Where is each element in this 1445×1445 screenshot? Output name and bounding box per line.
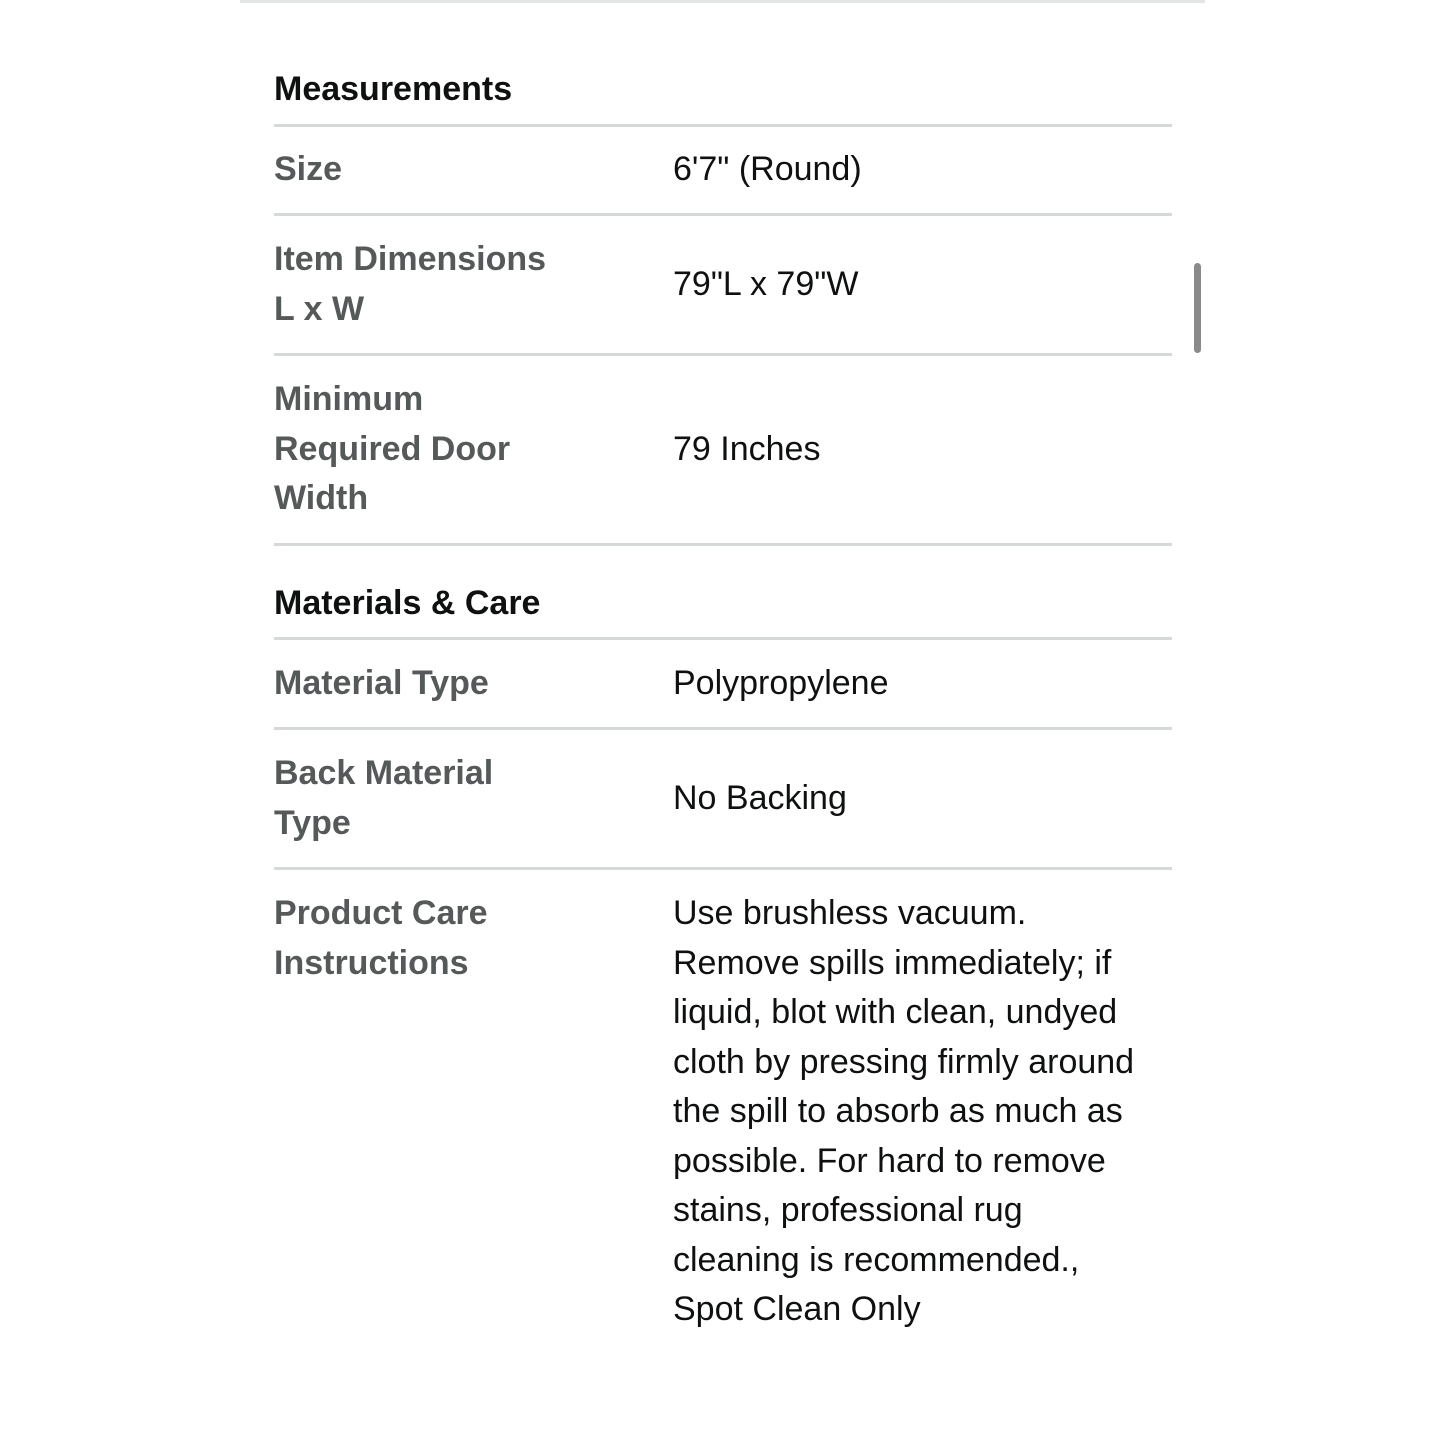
- divider: [274, 867, 1172, 870]
- measurements-heading: Measurements: [274, 70, 513, 108]
- spec-value-material-type: Polypropylene: [673, 664, 889, 702]
- spec-label-item-dimensions: Item Dimensions L x W: [274, 240, 547, 328]
- spec-label-size: Size: [274, 150, 343, 188]
- divider: [274, 727, 1172, 730]
- spec-label-care-instructions: Product Care Instructions: [274, 894, 488, 982]
- divider: [274, 213, 1172, 216]
- divider: [274, 637, 1172, 640]
- divider: [274, 543, 1172, 546]
- divider: [274, 124, 1172, 127]
- spec-label-back-material: Back Material Type: [274, 754, 494, 842]
- spec-value-door-width: 79 Inches: [673, 430, 821, 468]
- spec-label-material-type: Material Type: [274, 664, 489, 702]
- spec-value-care-instructions: Use brushless vacuum. Remove spills immediately; if liquid, blot with clean, undyed cloth by pressing firmly around the spill to absorb as much as possible. For hard to remove stains, professional rug cleaning is recommended., Spot Clean Only: [673, 894, 1135, 1328]
- divider: [274, 353, 1172, 356]
- spec-label-door-width: Minimum Required Door Width: [274, 380, 511, 517]
- top-edge-divider: [240, 0, 1205, 3]
- materials-care-heading: Materials & Care: [274, 584, 541, 622]
- spec-value-item-dimensions: 79"L x 79"W: [673, 265, 859, 303]
- spec-value-back-material: No Backing: [673, 779, 847, 817]
- scrollbar-thumb[interactable]: [1194, 263, 1201, 353]
- spec-value-size: 6'7" (Round): [673, 150, 862, 188]
